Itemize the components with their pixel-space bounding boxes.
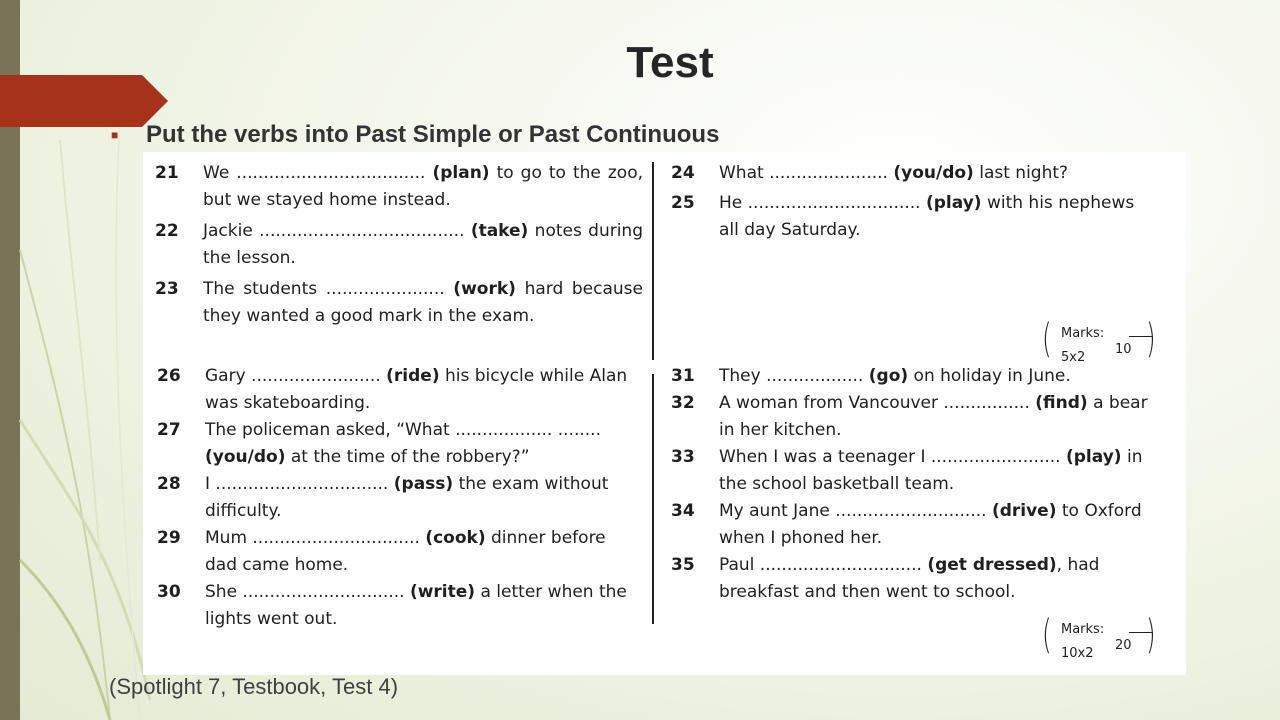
- column-divider-top: [652, 162, 654, 360]
- slide-title: Test: [626, 38, 714, 87]
- verb-prompt: (write): [409, 582, 476, 602]
- exercise-number: 31: [671, 366, 695, 386]
- verb-prompt: (play): [1065, 447, 1122, 467]
- sentence-start: A woman from Vancouver ................: [719, 393, 1036, 413]
- slide-subtitle: Put the verbs into Past Simple or Past Continuous: [146, 121, 720, 148]
- marks-box-2: ( Marks: 20 10x2 ): [1042, 612, 1156, 661]
- sentence-end: the exam without difficulty.: [205, 474, 609, 521]
- sentence-start: Jackie ......................................: [203, 221, 471, 241]
- exercise-number: 32: [671, 393, 695, 413]
- exercise-number: 28: [157, 474, 181, 494]
- verb-prompt: (plan): [432, 163, 490, 183]
- sentence-end: to Oxford when I phoned her.: [719, 501, 1142, 548]
- exercise-number: 35: [671, 555, 695, 575]
- exercise-sentence: [719, 190, 1155, 244]
- sentence-end: to go to the zoo, but we stayed home instead.: [203, 163, 644, 210]
- sentence-end: last night?: [973, 163, 1069, 183]
- sentence-start: Paul ..............................: [719, 555, 928, 575]
- exercise-sentence: [205, 363, 639, 417]
- sentence-start: The students ......................: [203, 279, 454, 299]
- sentence-start: Gary ........................: [205, 366, 387, 386]
- exercise-sentence: [719, 160, 1155, 187]
- marks-label: Marks:: [1061, 622, 1105, 637]
- bullet-icon: ■: [111, 128, 119, 142]
- verb-prompt: (you/do): [893, 163, 974, 183]
- sentence-start: I ................................: [205, 474, 394, 494]
- exercise-number: 30: [157, 582, 181, 602]
- verb-prompt: (pass): [393, 474, 454, 494]
- exercise-sentence: [205, 417, 639, 471]
- sentence-start: My aunt Jane ............................: [719, 501, 992, 521]
- sentence-start: She ..............................: [205, 582, 410, 602]
- column-divider-bottom: [652, 374, 654, 624]
- exercise-number: 26: [157, 366, 181, 386]
- sentence-end: a letter when the lights went out.: [205, 582, 627, 629]
- sentence-end: a bear in her kitchen.: [719, 393, 1148, 440]
- verb-prompt: (play): [925, 193, 982, 213]
- sentence-end: dinner before dad came home.: [205, 528, 606, 575]
- exercise-sentence: [203, 160, 643, 214]
- sentence-end: , had breakfast and then went to school.: [719, 555, 1100, 602]
- verb-prompt: (you/do): [205, 447, 286, 467]
- marks-total: 20: [1115, 638, 1132, 653]
- verb-prompt: (go): [868, 366, 909, 386]
- verb-prompt: (get dressed): [927, 555, 1057, 575]
- sentence-end: notes during the lesson.: [203, 221, 643, 268]
- exercise-sentence: [203, 276, 643, 330]
- exercise-sheet: [143, 152, 1186, 675]
- exercise-number: 34: [671, 501, 695, 521]
- source-citation: (Spotlight 7, Testbook, Test 4): [109, 674, 399, 699]
- exercise-number: 23: [155, 279, 179, 299]
- exercise-sentence: [205, 579, 639, 633]
- exercise-number: 24: [671, 163, 695, 183]
- sentence-end: hard because they wanted a good mark in the exam.: [203, 279, 643, 326]
- marks-multiplier: 10x2: [1061, 646, 1094, 661]
- sentence-end: at the time of the robbery?”: [285, 447, 530, 467]
- exercise-sentence: [719, 363, 1155, 390]
- sentence-end: in the school basketball team.: [719, 447, 1143, 494]
- verb-prompt: (find): [1035, 393, 1088, 413]
- exercise-sentence: [719, 498, 1155, 552]
- verb-prompt: (take): [470, 221, 529, 241]
- sentence-start: He ................................: [719, 193, 926, 213]
- sentence-end: with his nephews all day Saturday.: [719, 193, 1135, 240]
- sentence-start: What ......................: [719, 163, 894, 183]
- exercise-sentence: [719, 552, 1155, 606]
- exercise-number: 25: [671, 193, 695, 213]
- marks-total: 10: [1115, 342, 1132, 357]
- exercise-sentence: [719, 444, 1155, 498]
- sentence-start: When I was a teenager I ........................: [719, 447, 1066, 467]
- sentence-start: They ..................: [719, 366, 869, 386]
- exercise-sentence: [203, 218, 643, 272]
- verb-prompt: (ride): [386, 366, 440, 386]
- exercise-sentence: [205, 525, 639, 579]
- marks-multiplier: 5x2: [1061, 350, 1086, 365]
- marks-box-1: ( Marks: 10 5x2 ): [1042, 316, 1156, 365]
- exercise-number: 27: [157, 420, 181, 440]
- sentence-start: We ...................................: [203, 163, 433, 183]
- exercise-number: 22: [155, 221, 179, 241]
- sentence-end: his bicycle while Alan was skateboarding.: [205, 366, 628, 413]
- verb-prompt: (drive): [991, 501, 1057, 521]
- exercise-number: 33: [671, 447, 695, 467]
- exercise-sentence: [205, 471, 639, 525]
- sentence-start: Mum ...............................: [205, 528, 426, 548]
- sentence-start: The policeman asked, “What .................. ........: [205, 420, 601, 440]
- exercise-number: 29: [157, 528, 181, 548]
- verb-prompt: (work): [453, 279, 516, 299]
- verb-prompt: (cook): [425, 528, 486, 548]
- marks-label: Marks:: [1061, 326, 1105, 341]
- exercise-number: 21: [155, 163, 179, 183]
- exercise-sentence: [719, 390, 1155, 444]
- sentence-end: on holiday in June.: [908, 366, 1071, 386]
